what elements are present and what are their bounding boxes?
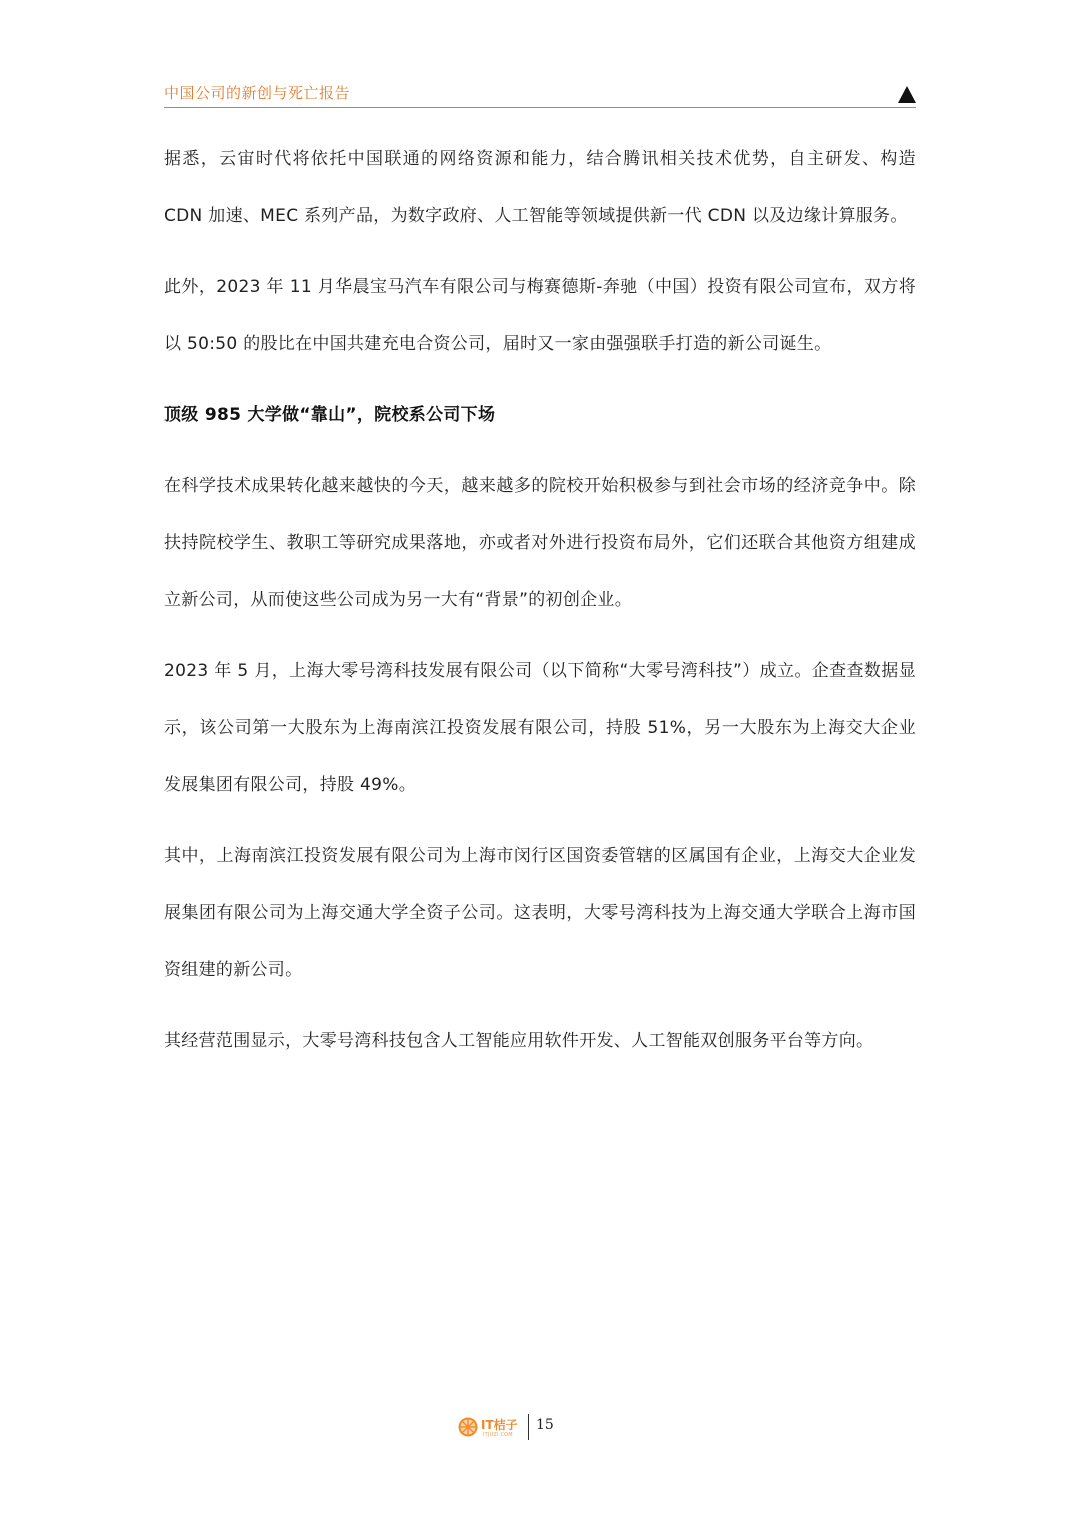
paragraph-bmw-mercedes: 此外，2023 年 11 月华晨宝马汽车有限公司与梅赛德斯-奔驰（中国）投资有限公司宣布，双方将以 50:50 的股比在中国共建充电合资公司，届时又一家由强强联手打造的新公司诞生。 bbox=[164, 277, 916, 354]
itjuzi-logo bbox=[458, 1416, 538, 1442]
logo-text: IT桔子 bbox=[481, 1418, 518, 1432]
paragraph-universities: 在科学技术成果转化越来越快的今天，越来越多的院校开始积极参与到社会市场的经济竞争中。除扶持院校学生、教职工等研究成果落地，亦或者对外进行投资布局外，它们还联合其他资方组建成立新公司，从而使这些公司成为另一大有“背景”的初创企业。 bbox=[164, 476, 916, 610]
paragraph-shareholders: 其中，上海南滨江投资发展有限公司为上海市闵行区国资委管辖的区属国有企业，上海交大企业发展集团有限公司为上海交通大学全资子公司。这表明，大零号湾科技为上海交通大学联合上海市国资组建的新公司。 bbox=[164, 846, 916, 980]
section-heading: 顶级 985 大学做“靠山”，院校系公司下场 bbox=[164, 405, 496, 425]
logo-subtext: ITJUZI.COM bbox=[483, 1432, 513, 1438]
footer-divider bbox=[528, 1414, 529, 1440]
page-footer bbox=[458, 1414, 598, 1442]
paragraph-business-scope: 其经营范围显示，大零号湾科技包含人工智能应用软件开发、人工智能双创服务平台等方向。 bbox=[164, 1031, 874, 1051]
paragraph-dalinghaowan: 2023 年 5 月，上海大零号湾科技发展有限公司（以下简称“大零号湾科技”）成立。企查查数据显示，该公司第一大股东为上海南滨江投资发展有限公司，持股 51%，另一大股东为上海交大企业发展集团有限公司，持股 49%。 bbox=[164, 661, 916, 795]
page-content bbox=[164, 131, 916, 1084]
header-divider bbox=[164, 107, 916, 108]
page-number: 15 bbox=[536, 1417, 554, 1433]
page-header bbox=[164, 78, 916, 112]
orange-slice-icon bbox=[458, 1417, 478, 1437]
header-title: 中国公司的新创与死亡报告 bbox=[164, 84, 351, 102]
triangle-marker-icon bbox=[898, 86, 916, 103]
paragraph-yunzhou: 据悉，云宙时代将依托中国联通的网络资源和能力，结合腾讯相关技术优势，自主研发、构造 CDN 加速、MEC 系列产品，为数字政府、人工智能等领域提供新一代 CDN 以及边缘计算服务。 bbox=[164, 149, 916, 226]
